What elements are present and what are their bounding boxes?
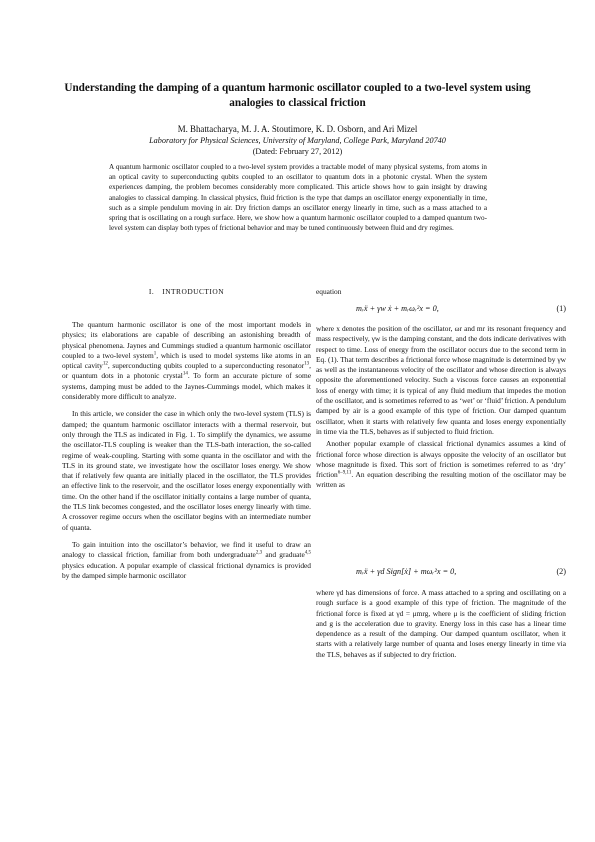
citation: 6–9,11 [337, 470, 352, 476]
paragraph: In this article, we consider the case in which only the two-level system (TLS) is damped; the quantum harmonic oscillator interacts with a thermal reservoir, but only through the TLS as indicated in Fig. 1. To simplify the dynamics, we assume the oscillator-TLS coupling is weaker than the TLS-bath interaction, the so-called regime of weak-coupling. Starting with some quanta in the oscillator and with the TLS in its ground state, we investigate how the oscillator loses energy. We show that if relatively few quanta are initially placed in the oscillator, the TLS provides an effective link to the reservoir, and the oscillator loses energy exponentially with time. On the other hand if the oscillator initially contains a large number of quanta, the TLS link becomes congested, and the oscillator loses energy linearly with time. A crossover regime occurs when the oscillator begins with an intermediate number of quanta. [62, 409, 311, 532]
left-column [62, 320, 311, 581]
equation-body: mᵣẍ + γw ẋ + mᵣωᵣ²x = 0, [356, 304, 439, 313]
right-column-intro [316, 287, 566, 297]
author-list: M. Bhattacharya, M. J. A. Stoutimore, K. D. Osborn, and Ari Mizel [177, 124, 418, 134]
section-heading [62, 287, 311, 296]
paper-title: Understanding the damping of a quantum harmonic oscillator coupled to a two-level system using analogies to classical friction [64, 82, 531, 109]
date-line: (Dated: February 27, 2012) [252, 147, 343, 156]
paragraph: The quantum harmonic oscillator is one of the most important models in physics; its elaborations are capable of describing an astonishing breadth of physical phenomena. Jaynes and Cummings studied a quantum harmonic oscillator coupled to a two-level system$^1$, which is used to model systems like atoms in an optical cavity$^{12}$, superconducting qubits coupled to a superconducting resonator$^{13}$, or quantum dots in a photonic crystal$^{14}$. To form an accurate picture of some systems, damping must be added to the Jaynes-Cummings model, which makes it considerably more difficult to analyze. [62, 320, 311, 402]
equation-2 [316, 567, 566, 581]
equation-number: (1) [556, 304, 566, 313]
citation: 1 [153, 351, 157, 357]
citation: 14 [182, 372, 188, 378]
citation: 13 [304, 361, 310, 367]
abstract: A quantum harmonic oscillator coupled to a two-level system provides a tractable model of many physical systems, from atoms in an optical cavity to superconducting qubits coupled to an oscillator to quantum dots in a photonic crystal. When the system experiences damping, the problem becomes considerably more complicated. This article shows how to gain insight by drawing analogies to classical damping. In classical physics, fluid friction is the type that damps an oscillator energy exponentially in time, such as a simple pendulum moving in air. Dry friction damps an oscillator energy linearly in time, such as a mass attached to a spring that is oscillating on a rough surface. Here, we show how a quantum harmonic oscillator coupled to a damped quantum two-level system can display both types of frictional behavior and may be tuned continuously between fluid and dry regimes. [109, 163, 487, 233]
equation-body: mᵣẍ + γd Sign[ẋ] + mωᵣ²x = 0, [356, 567, 457, 576]
paragraph: Another popular example of classical frictional dynamics assumes a kind of frictional force whose direction is always opposite the velocity of an oscillator but whose magnitude is fixed. This sort of friction is sometimes referred to as ‘dry’ friction$^{6-9,11}$. An equation describing the resulting motion of the oscillator may be written as [316, 439, 566, 490]
section-title: INTRODUCTION [162, 287, 225, 296]
citation: 4,5 [304, 550, 311, 556]
equation-1 [316, 304, 566, 318]
right-column-tail [316, 588, 566, 660]
citation: 12 [102, 361, 108, 367]
paragraph: where γd has dimensions of force. A mass attached to a spring and oscillating on a rough surface is a good example of this type of friction. The magnitude of the frictional force is fixed at γd = μmrg, where μ is the coefficient of sliding friction and g is the acceleration due to gravity. Energy loss in this case has a linear time dependence as a result of the damping. Our damped quantum oscillator, when it starts with a relatively large number of quanta and loses energy linearly in time via the TLS, behaves as if subjected to dry friction. [316, 588, 566, 659]
paragraph: To gain intuition into the oscillator’s behavior, we find it useful to draw an analogy to classical friction, familiar from both undergraduate$^{2,3}$ and graduate$^{4,5}$ physics education. A popular example of classical frictional dynamics is provided by the damped simple harmonic oscillator [62, 539, 311, 580]
citation: 2,3 [255, 550, 263, 556]
right-column-body [316, 324, 566, 491]
affiliation: Laboratory for Physical Sciences, University of Maryland, College Park, Maryland 20740 [149, 136, 446, 145]
paragraph: where x denotes the position of the oscillator, ωr and mr its resonant frequency and mass respectively, γw is the damping constant, and the dots indicate derivatives with respect to time. Loss of energy from the oscillator occurs due to the second term in Eq. (1). That term describes a frictional force whose magnitude is determined by γw as well as the instantaneous velocity of the oscillator and whose direction is always opposite the aforementioned velocity. Such a viscous force causes an exponential loss of energy with time; it is typical of any fluid medium that impedes the motion of the oscillator, and is sometimes referred to as ‘wet’ or ‘fluid’ friction. A pendulum damped by air is a good example of this type of friction. Our damped quantum oscillator, when it starts with relatively few quanta and loses energy exponentially in time via the TLS, behaves as if subjected to fluid friction. [316, 324, 566, 436]
section-number: I. [148, 287, 155, 296]
paragraph: equation [316, 287, 342, 296]
equation-number: (2) [556, 567, 566, 576]
